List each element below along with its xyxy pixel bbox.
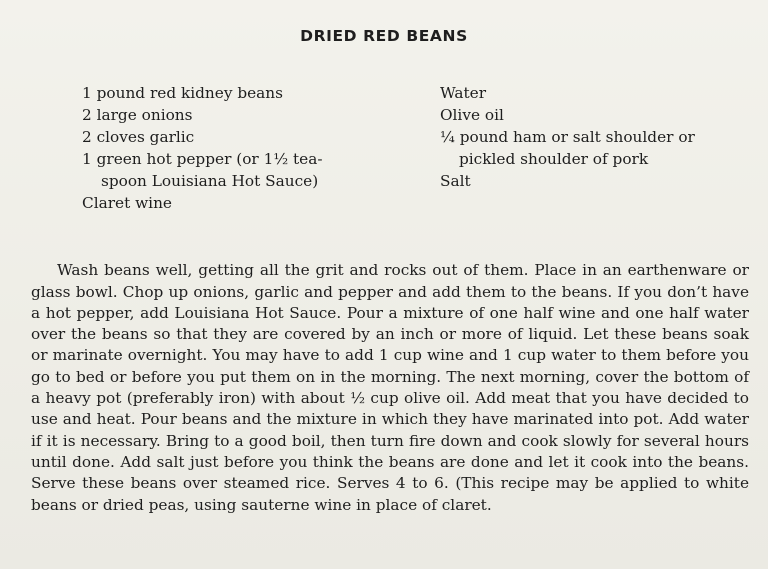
ingredient-text: ¼ pound ham or salt shoulder or bbox=[440, 128, 695, 146]
ingredient-continuation: pickled shoulder of pork bbox=[459, 150, 649, 168]
ingredient-item bbox=[82, 192, 412, 214]
ingredient-text: Water bbox=[440, 84, 487, 102]
ingredient-text: Claret wine bbox=[82, 194, 172, 212]
ingredient-item bbox=[440, 126, 740, 170]
ingredient-item bbox=[82, 148, 412, 192]
ingredient-text: 2 large onions bbox=[82, 106, 193, 124]
ingredient-item bbox=[82, 82, 412, 104]
ingredient-text: Salt bbox=[440, 172, 471, 190]
ingredient-text: 2 cloves garlic bbox=[82, 128, 195, 146]
ingredients-right-column bbox=[440, 82, 740, 192]
ingredient-item bbox=[440, 170, 740, 192]
recipe-title: DRIED RED BEANS bbox=[300, 27, 468, 45]
ingredient-item bbox=[440, 104, 740, 126]
ingredient-item bbox=[82, 126, 412, 148]
ingredient-text: 1 pound red kidney beans bbox=[82, 84, 284, 102]
ingredient-continuation: spoon Louisiana Hot Sauce) bbox=[101, 172, 319, 190]
ingredient-text: Olive oil bbox=[440, 106, 504, 124]
ingredient-item bbox=[82, 104, 412, 126]
ingredients-left-column bbox=[82, 82, 412, 214]
ingredient-text: 1 green hot pepper (or 1½ tea- bbox=[82, 150, 323, 168]
ingredient-item bbox=[440, 82, 740, 104]
recipe-instructions: Wash beans well, getting all the grit and rocks out of them. Place in an earthenware or glass bowl. Chop up onions, garlic and pepper and add them to the beans. If you don’t have a hot pepper, add Louisiana Hot Sauce. Pour a mixture of one half wine and one half water over the beans so that they are covered by an inch or more of liquid. Let these beans soak or marinate overnight. You may have to add 1 cup wine and 1 cup water to them before you go to bed or before you put them on in the morning. The next morning, cover the bottom of a heavy pot (preferably iron) with about ½ cup olive oil. Add meat that you have decided to use and heat. Pour beans and the mixture in which they have marinated into pot. Add water if it is necessary. Bring to a good boil, then turn fire down and cook slowly for several hours until done. Add salt just before you think the beans are done and let it cook into the beans. Serve these beans over steamed rice. Serves 4 to 6. (This recipe may be applied to white beans or dried peas, using sauterne wine in place of claret. bbox=[31, 261, 749, 514]
